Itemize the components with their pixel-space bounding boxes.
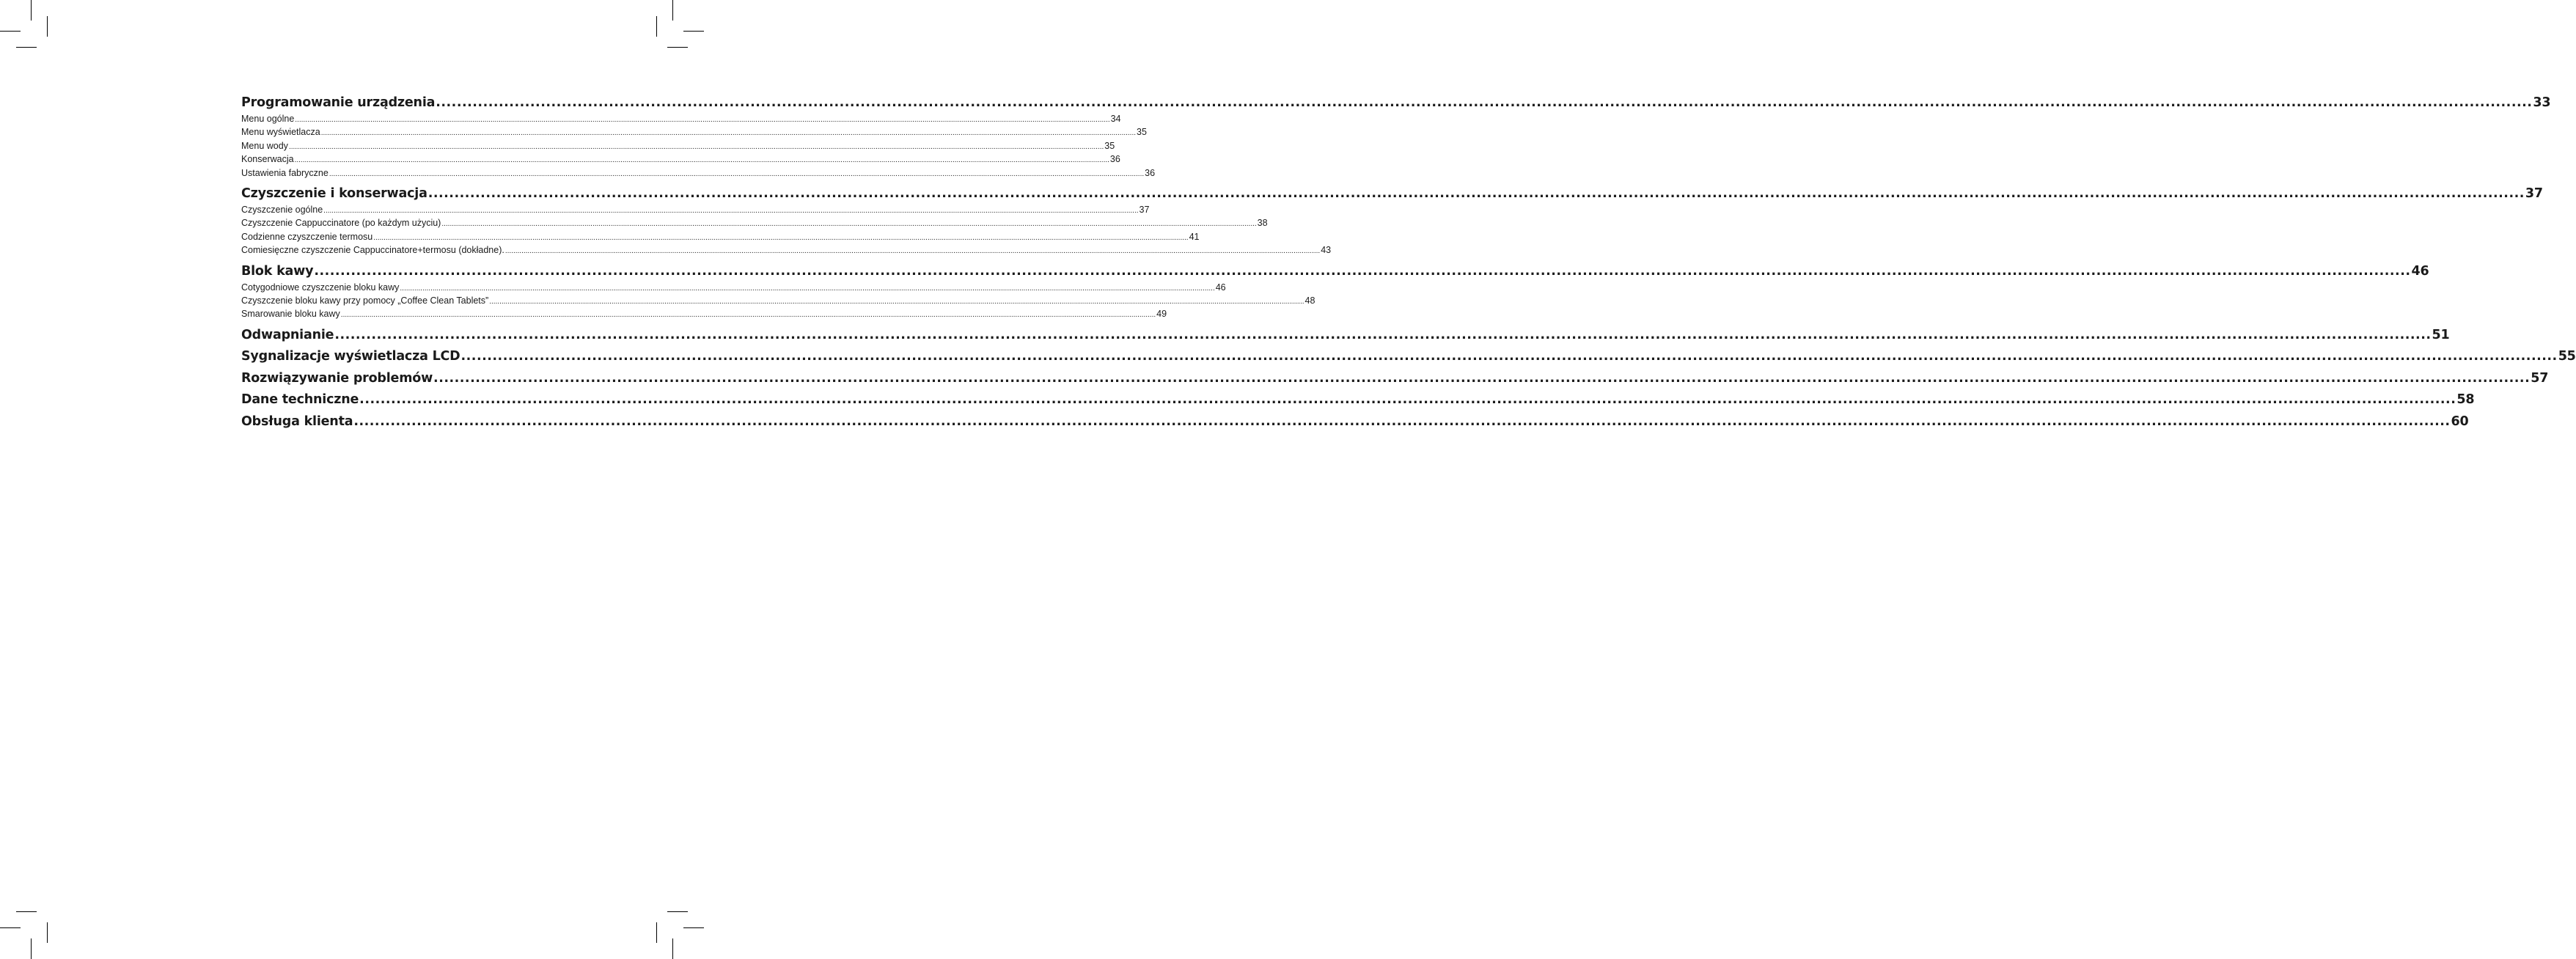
crop-mark-top-right-h xyxy=(683,31,704,32)
toc-item[interactable] xyxy=(241,231,1200,244)
crop-mark-top-right-h2 xyxy=(667,47,688,48)
toc-section-page: 57 xyxy=(2531,370,2549,386)
crop-mark-bottom-left-v xyxy=(31,938,32,959)
dot-leader: ................................................................................................................................................................................................................................................................................................................................................................................................................ xyxy=(334,327,2432,342)
crop-mark-bottom-right-v xyxy=(672,938,673,959)
toc-section-page: 60 xyxy=(2451,414,2469,429)
toc-item-page: 36 xyxy=(1109,154,1120,165)
dot-leader: ................................................................................................................................................................................................................................................................................................................................................................................................................ xyxy=(314,263,2411,279)
toc-item[interactable] xyxy=(241,113,1121,126)
dot-leader: ................................................................................................................................................................................................................................................................................................................................................................................................................ xyxy=(460,349,2558,364)
dot-leader: ................................................................................................................................................................................................................................................................................................................................................................................................................ xyxy=(329,169,1145,178)
toc-item-title: Czyszczenie ogólne xyxy=(241,205,323,216)
toc-item-title: Czyszczenie Cappuccinatore (po każdym użyciu) xyxy=(241,218,441,229)
table-of-contents xyxy=(241,92,2576,433)
toc-item-title: Menu wyświetlacza xyxy=(241,127,320,138)
crop-mark-top-right-v xyxy=(672,0,673,21)
dot-leader: ................................................................................................................................................................................................................................................................................................................................................................................................................ xyxy=(320,129,1137,138)
crop-mark-bottom-right-h xyxy=(683,927,704,928)
toc-section-title: Dane techniczne xyxy=(241,392,359,408)
dot-leader: ................................................................................................................................................................................................................................................................................................................................................................................................................ xyxy=(288,142,1104,151)
crop-mark-bottom-left-v2 xyxy=(47,922,48,943)
toc-section-heading[interactable] xyxy=(241,411,2469,433)
toc-section-title: Czyszczenie i konserwacja xyxy=(241,186,428,202)
dot-leader: ................................................................................................................................................................................................................................................................................................................................................................................................................ xyxy=(504,247,1321,256)
toc-section-heading[interactable] xyxy=(241,261,2429,282)
toc-item[interactable] xyxy=(241,308,1167,321)
toc-section-heading[interactable] xyxy=(241,346,2576,368)
toc-section-page: 51 xyxy=(2432,327,2450,342)
dot-leader: ................................................................................................................................................................................................................................................................................................................................................................................................................ xyxy=(441,220,1257,229)
toc-section-title: Blok kawy xyxy=(241,263,314,279)
toc-item-page: 48 xyxy=(1304,295,1315,306)
dot-leader: ................................................................................................................................................................................................................................................................................................................................................................................................................ xyxy=(436,95,2533,110)
toc-section-heading[interactable] xyxy=(241,325,2450,347)
toc-item-page: 43 xyxy=(1321,245,1332,256)
toc-item-page: 35 xyxy=(1137,127,1147,138)
toc-item-title: Ustawienia fabryczne xyxy=(241,167,329,178)
dot-leader: ................................................................................................................................................................................................................................................................................................................................................................................................................ xyxy=(428,186,2525,202)
dot-leader: ................................................................................................................................................................................................................................................................................................................................................................................................................ xyxy=(373,233,1189,242)
toc-item-title: Menu wody xyxy=(241,140,288,151)
toc-section-title: Odwapnianie xyxy=(241,327,334,342)
toc-section-heading[interactable] xyxy=(241,183,2543,204)
dot-leader: ................................................................................................................................................................................................................................................................................................................................................................................................................ xyxy=(295,116,1110,124)
crop-mark-top-left-v xyxy=(31,0,32,21)
dot-leader: ................................................................................................................................................................................................................................................................................................................................................................................................................ xyxy=(359,392,2456,408)
crop-mark-bottom-left-h xyxy=(0,927,21,928)
toc-item[interactable] xyxy=(241,204,1150,217)
crop-mark-bottom-right-h2 xyxy=(667,911,688,912)
crop-mark-top-left-h2 xyxy=(16,47,37,48)
dot-leader: ................................................................................................................................................................................................................................................................................................................................................................................................................ xyxy=(489,298,1304,306)
toc-section-heading[interactable] xyxy=(241,368,2549,390)
toc-item-title: Comiesięczne czyszczenie Cappuccinatore+termosu (dokładne). xyxy=(241,245,504,256)
toc-section-title: Programowanie urządzenia xyxy=(241,95,436,110)
dot-leader: ................................................................................................................................................................................................................................................................................................................................................................................................................ xyxy=(353,414,2451,429)
toc-item-page: 35 xyxy=(1104,140,1115,151)
toc-item-page: 37 xyxy=(1139,205,1150,216)
dot-leader: ................................................................................................................................................................................................................................................................................................................................................................................................................ xyxy=(294,156,1109,165)
toc-item-title: Cotygodniowe czyszczenie bloku kawy xyxy=(241,282,400,293)
dot-leader: ................................................................................................................................................................................................................................................................................................................................................................................................................ xyxy=(323,207,1139,216)
toc-section xyxy=(241,261,2429,322)
toc-section-title: Obsługa klienta xyxy=(241,414,353,429)
toc-item[interactable] xyxy=(241,244,1332,257)
toc-item-title: Czyszczenie bloku kawy przy pomocy „Coffee Clean Tablets” xyxy=(241,295,489,306)
toc-item[interactable] xyxy=(241,295,1315,308)
toc-item-title: Menu ogólne xyxy=(241,114,295,124)
toc-item-page: 38 xyxy=(1257,218,1268,229)
toc-section xyxy=(241,92,2551,180)
toc-section xyxy=(241,183,2543,258)
toc-item-title: Codzienne czyszczenie termosu xyxy=(241,231,373,242)
toc-item[interactable] xyxy=(241,217,1268,230)
toc-section-page: 46 xyxy=(2411,263,2429,279)
toc-section-title: Rozwiązywanie problemów xyxy=(241,370,433,386)
toc-item[interactable] xyxy=(241,153,1120,166)
toc-item-page: 41 xyxy=(1189,231,1200,242)
toc-item[interactable] xyxy=(241,167,1156,180)
toc-item-page: 49 xyxy=(1156,309,1167,320)
crop-mark-bottom-left-h2 xyxy=(16,911,37,912)
toc-section-heading[interactable] xyxy=(241,389,2475,411)
crop-mark-bottom-right-v2 xyxy=(656,922,657,943)
toc-item[interactable] xyxy=(241,282,1226,295)
toc-section-page: 37 xyxy=(2525,186,2543,202)
toc-section-title: Sygnalizacje wyświetlacza LCD xyxy=(241,349,460,364)
toc-item[interactable] xyxy=(241,126,1147,139)
toc-section-page: 55 xyxy=(2558,349,2576,364)
toc-item-page: 46 xyxy=(1215,282,1226,293)
dot-leader: ................................................................................................................................................................................................................................................................................................................................................................................................................ xyxy=(400,284,1215,293)
dot-leader: ................................................................................................................................................................................................................................................................................................................................................................................................................ xyxy=(433,370,2531,386)
toc-item[interactable] xyxy=(241,140,1115,153)
toc-item-page: 34 xyxy=(1110,114,1121,124)
toc-section-page: 33 xyxy=(2533,95,2551,110)
dot-leader: ................................................................................................................................................................................................................................................................................................................................................................................................................ xyxy=(340,311,1156,320)
toc-section-heading[interactable] xyxy=(241,92,2551,113)
crop-mark-top-left-v2 xyxy=(47,16,48,37)
toc-item-title: Konserwacja xyxy=(241,154,294,165)
crop-mark-top-right-v2 xyxy=(656,16,657,37)
toc-section-page: 58 xyxy=(2456,392,2475,408)
crop-mark-top-left-h xyxy=(0,31,21,32)
toc-item-title: Smarowanie bloku kawy xyxy=(241,309,340,320)
toc-item-page: 36 xyxy=(1145,167,1156,178)
